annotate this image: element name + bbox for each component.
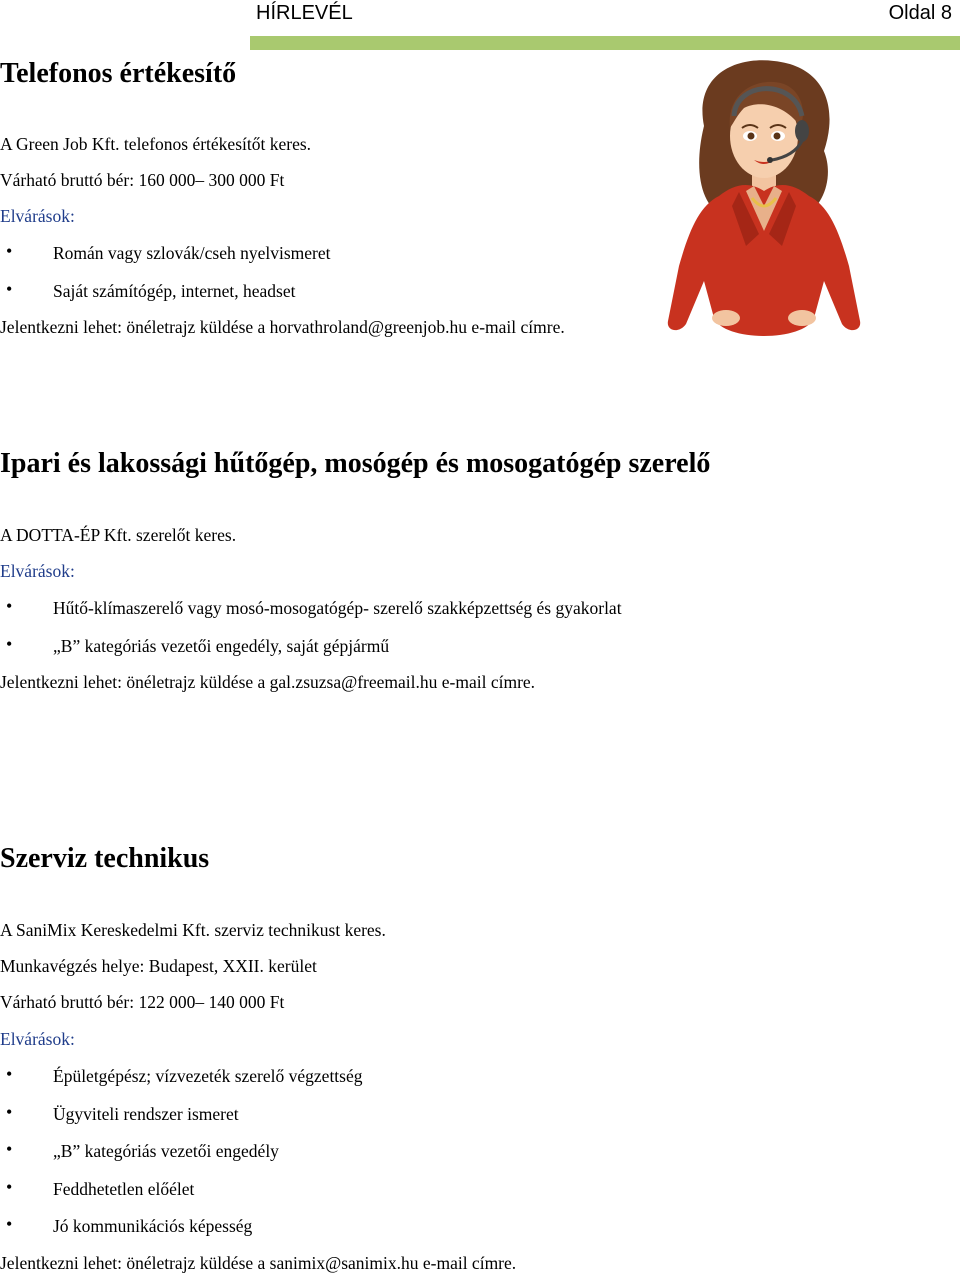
bullet-icon: • [6, 1214, 13, 1234]
section-line: Elvárások: [0, 561, 75, 581]
newsletter-title: HÍRLEVÉL [256, 2, 353, 24]
list-item-text: Ügyviteli rendszer ismeret [53, 1104, 239, 1124]
section-line: Munkavégzés helye: Budapest, XXII. kerület [0, 956, 317, 976]
bullet-icon: • [6, 1177, 13, 1197]
section-title-szerviz: Szerviz technikus [0, 843, 210, 874]
section-line: A Green Job Kft. telefonos értékesítőt keres. [0, 134, 312, 154]
bullet-icon: • [6, 1064, 13, 1084]
list-item-text: „B” kategóriás vezetői engedély, saját gépjármű [53, 636, 390, 656]
section-line: Várható bruttó bér: 160 000– 300 000 Ft [0, 170, 285, 190]
list-item-text: Saját számítógép, internet, headset [53, 281, 296, 301]
bullet-icon: • [6, 1139, 13, 1159]
list-item-text: Feddhetetlen előélet [53, 1179, 195, 1199]
section-title-telefonos: Telefonos értékesítő [0, 58, 237, 89]
section-title-szerelo: Ipari és lakossági hűtőgép, mosógép és mosogatógép szerelő [0, 448, 711, 479]
section-line: A SaniMix Kereskedelmi Kft. szerviz technikust keres. [0, 920, 386, 940]
page-number: Oldal 8 [888, 2, 952, 24]
header-accent-bar [250, 36, 960, 50]
apply-line: Jelentkezni lehet: önéletrajz küldése a horvathroland@greenjob.hu e-mail címre. [0, 317, 565, 337]
bullet-icon: • [6, 241, 13, 261]
bullet-icon: • [6, 279, 13, 299]
call-center-woman-with-headset-icon [664, 56, 864, 344]
bullet-icon: • [6, 634, 13, 654]
list-item-text: Hűtő-klímaszerelő vagy mosó-mosogatógép- szerelő szakképzettség és gyakorlat [53, 598, 622, 618]
list-item-text: „B” kategóriás vezetői engedély [53, 1141, 279, 1161]
bullet-icon: • [6, 1102, 13, 1122]
bullet-icon: • [6, 596, 13, 616]
list-item-text: Román vagy szlovák/cseh nyelvismeret [53, 243, 331, 263]
section-line: Elvárások: [0, 1029, 75, 1049]
apply-line: Jelentkezni lehet: önéletrajz küldése a sanimix@sanimix.hu e-mail címre. [0, 1253, 517, 1273]
section-line: A DOTTA-ÉP Kft. szerelőt keres. [0, 525, 237, 545]
apply-line: Jelentkezni lehet: önéletrajz küldése a gal.zsuzsa@freemail.hu e-mail címre. [0, 672, 536, 692]
section-line: Elvárások: [0, 206, 75, 226]
list-item-text: Épületgépész; vízvezeték szerelő végzettség [53, 1066, 363, 1086]
list-item-text: Jó kommunikációs képesség [53, 1216, 253, 1236]
section-line: Várható bruttó bér: 122 000– 140 000 Ft [0, 992, 285, 1012]
